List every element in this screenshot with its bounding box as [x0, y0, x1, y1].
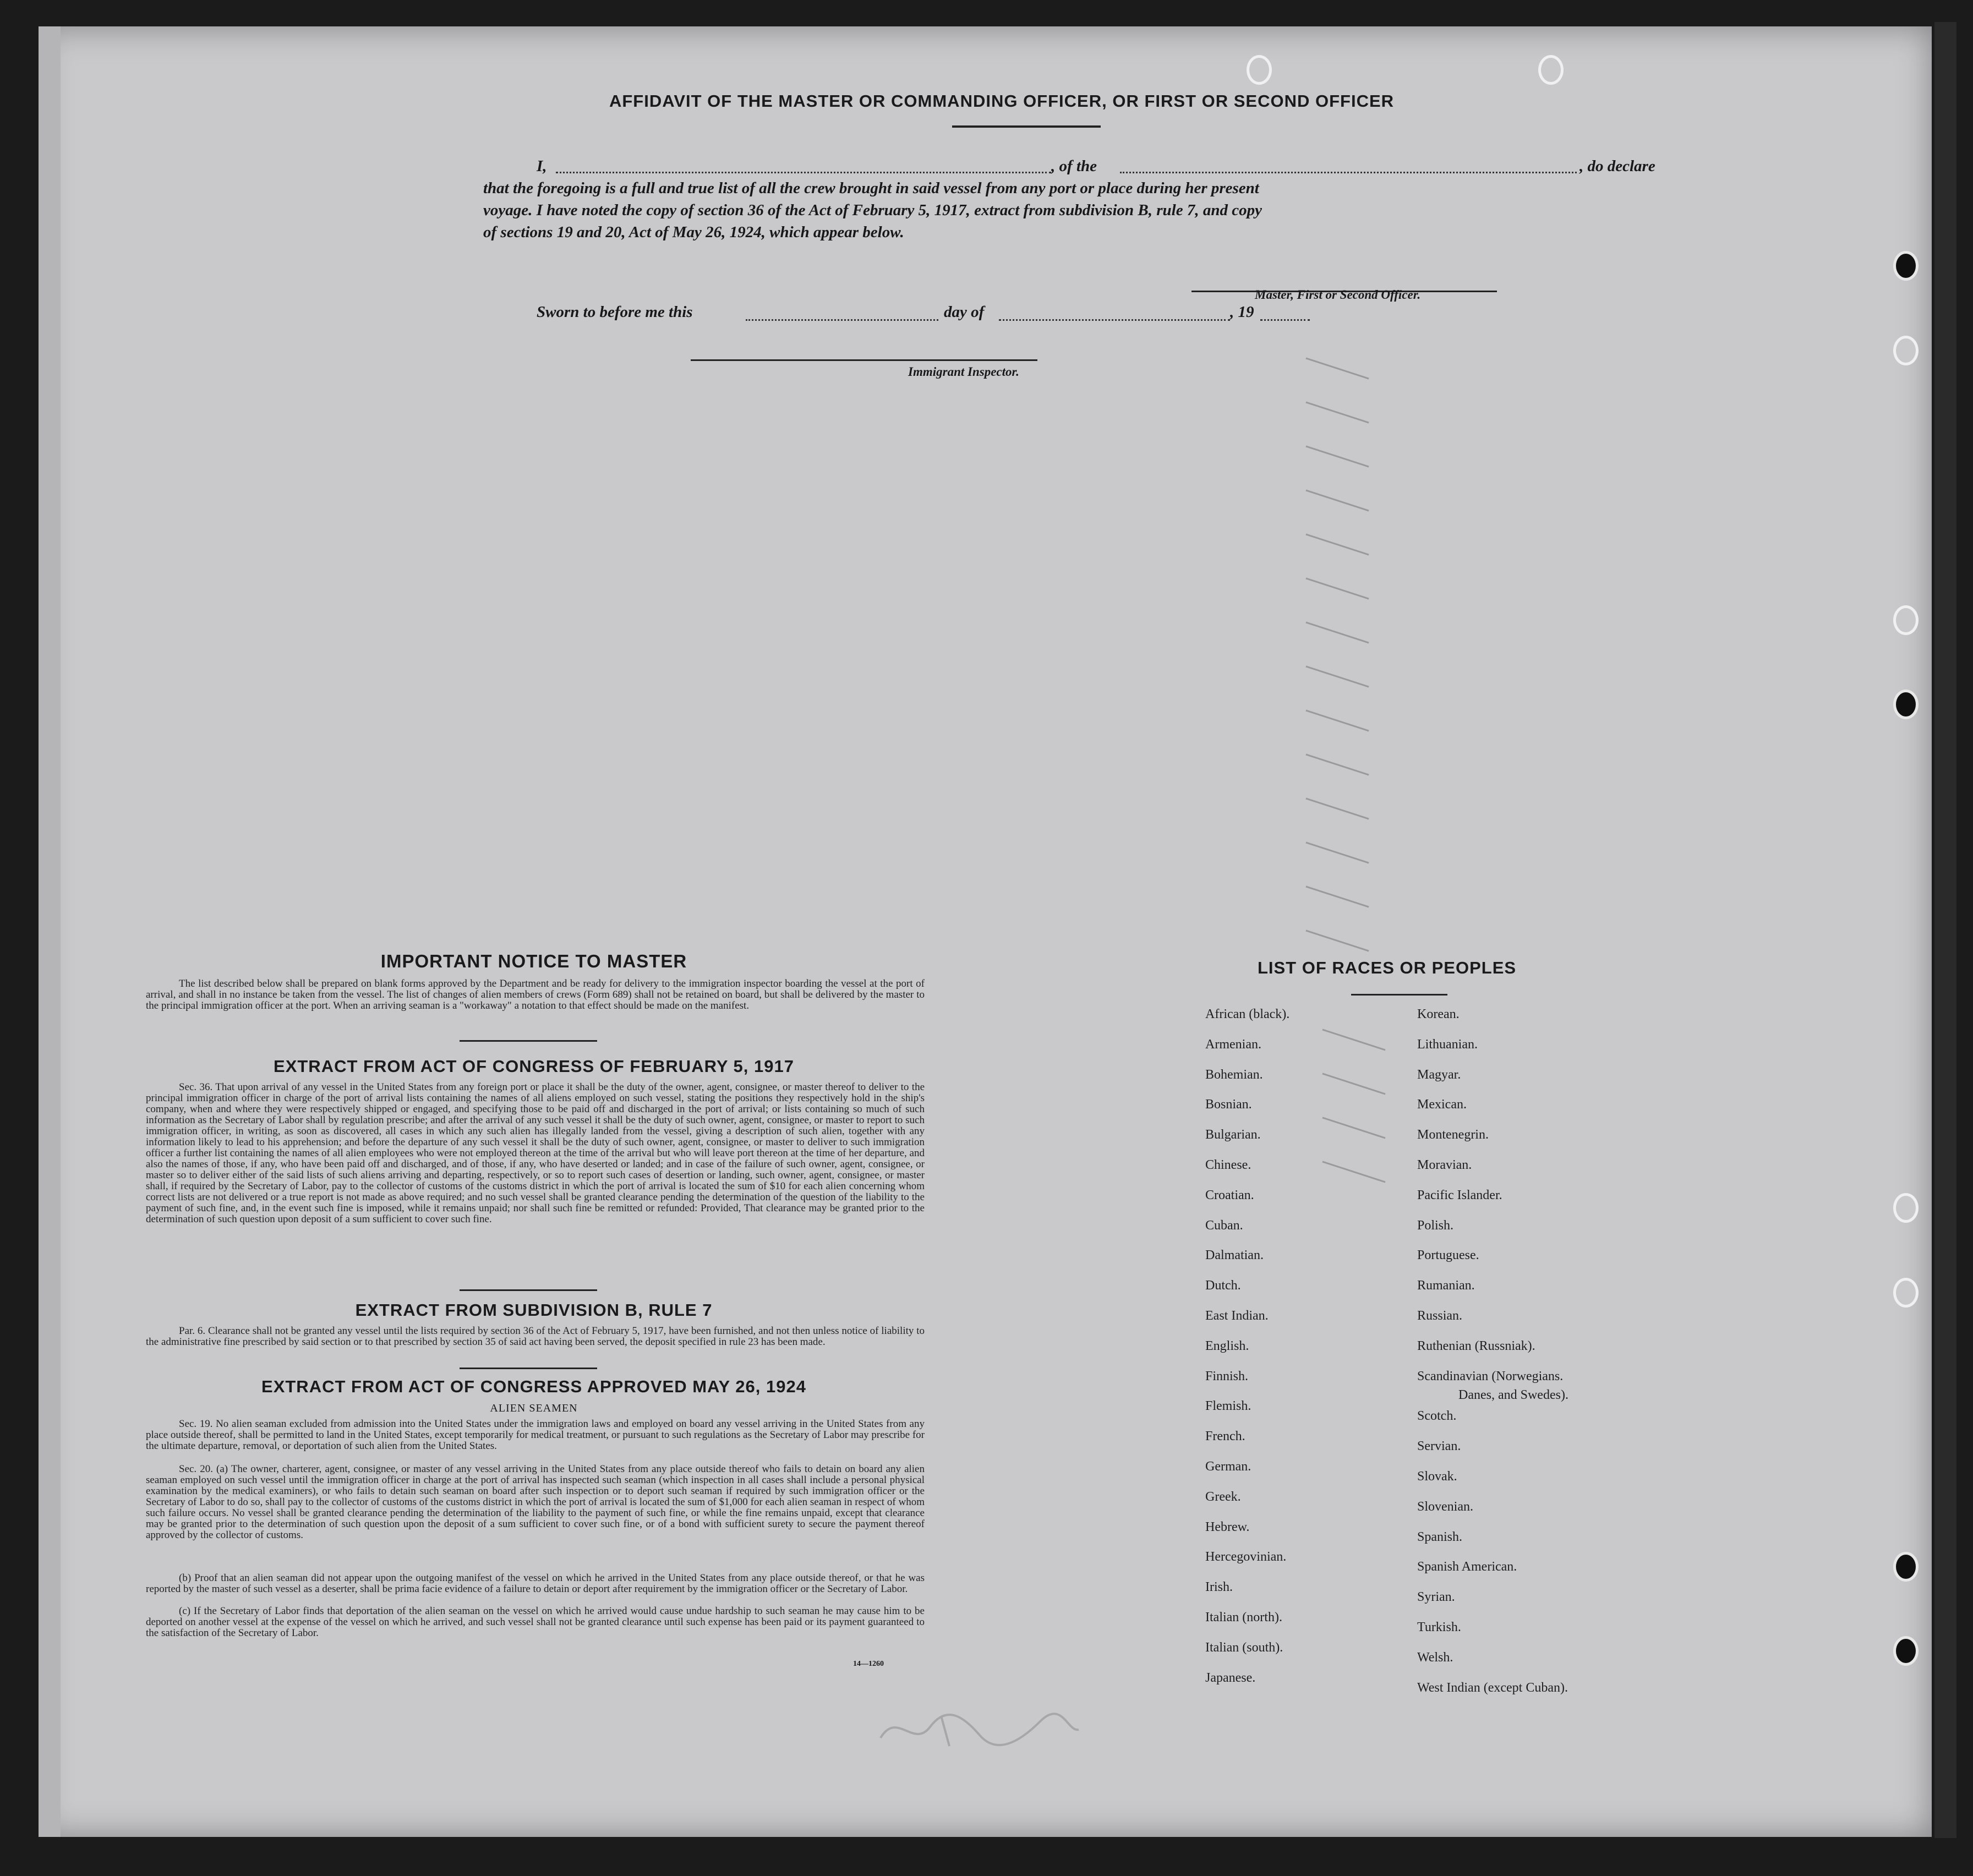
manifest-page — [39, 26, 1932, 1837]
races-title: LIST OF RACES OR PEOPLES — [1257, 958, 1517, 977]
race-item: Servian. — [1417, 1439, 1461, 1454]
binder-hole — [1893, 690, 1919, 719]
sworn-prefix: Sworn to before me this — [537, 303, 693, 321]
extract-1924-sec19: Sec. 19. No alien seaman excluded from admission into the United States under the immigration laws and employed on board any vessel arriving in the United States from any place outside thereof, shall be permitted to land in the United States, except temporarily for medical treatment, or pursuant to such regulations as the Secretary of Labor may prescribe for the ultimate departure, removal, or deportation of such alien from the United States. — [146, 1418, 925, 1452]
race-item: Japanese. — [1205, 1670, 1256, 1685]
race-item: Greek. — [1205, 1489, 1241, 1504]
form-number: 14—1260 — [853, 1660, 884, 1668]
tally-mark — [1305, 798, 1369, 820]
race-item: Chinese. — [1205, 1158, 1251, 1172]
sworn-year: , 19 — [1230, 303, 1254, 321]
tally-mark — [1305, 842, 1369, 864]
tally-mark — [1305, 754, 1369, 776]
extract-rule7-title: EXTRACT FROM SUBDIVISION B, RULE 7 — [355, 1300, 713, 1320]
race-item: Scotch. — [1417, 1409, 1457, 1424]
page-edge — [1934, 22, 1956, 1838]
extract-1924-title: EXTRACT FROM ACT OF CONGRESS APPROVED MAY 26, 1924 — [261, 1377, 806, 1396]
tally-mark — [1305, 622, 1369, 644]
binder-hole — [1893, 605, 1919, 635]
race-item: Slovenian. — [1417, 1499, 1473, 1514]
affidavit-i: I, — [537, 157, 547, 175]
extract-rule7-body: Par. 6. Clearance shall not be granted any vessel until the lists required by section 36 of the Act of February 5, 1917, have been furnished, and not then unless notice of liability to the administrative fine prescribed by said section or to that prescribed by section 35 of said act having been served, the deposit specified in rule 23 has been made. — [146, 1325, 925, 1348]
tally-mark — [1322, 1117, 1385, 1139]
binder-hole — [1893, 1552, 1919, 1582]
race-item: Spanish. — [1417, 1529, 1463, 1544]
race-item: Portuguese. — [1417, 1248, 1479, 1263]
race-item: Turkish. — [1417, 1620, 1461, 1634]
race-item: Bohemian. — [1205, 1067, 1263, 1082]
handwritten-signature — [875, 1705, 1084, 1754]
race-item: Croatian. — [1205, 1188, 1254, 1202]
title-rule — [952, 125, 1101, 128]
race-item: Pacific Islander. — [1417, 1188, 1502, 1202]
race-item: Spanish American. — [1417, 1560, 1517, 1574]
race-item: Scandinavian (Norwegians. — [1417, 1369, 1564, 1383]
extract-1924-sec20a: Sec. 20. (a) The owner, charterer, agent, consignee, or master of any vessel arriving in the United States from any place outside thereof who fails to detain on board any alien seaman employed on such vessel until the immigration officer in charge at the port of arrival has inspected such seaman (which inspection in all cases shall include a personal physical examination by the medical examiners), or who fails to detain such seaman on board after such inspection or to deport such seaman if required by such immigration officer or the Secretary of Labor to do so, shall pay to the collector of customs of the customs district in which the port of arrival is located the sum of $1,000 for each alien seaman in respect of whom such failure occurs. No vessel shall be granted clearance pending the determination of the liability to the payment of such fine, or while the fine remains unpaid, except that clearance may be granted prior to the determination of such question upon the deposit of a sum sufficient to cover such fine, or of a bond with sufficient surety to secure the payment thereof approved by the collector of customs. — [146, 1463, 925, 1541]
affidavit-line-3: voyage. I have noted the copy of section 36 of the Act of February 5, 1917, extract from subdivision B, rule 7, and copy — [483, 201, 1262, 219]
binder-hole — [1893, 251, 1919, 281]
binder-hole — [1893, 1193, 1919, 1223]
race-item: East Indian. — [1205, 1309, 1269, 1323]
race-item: German. — [1205, 1459, 1251, 1474]
sworn-month-field[interactable] — [999, 319, 1230, 321]
tally-mark — [1305, 446, 1369, 468]
race-item: Hebrew. — [1205, 1519, 1250, 1534]
inspector-signature-line[interactable] — [691, 359, 1037, 361]
race-item: Irish. — [1205, 1580, 1233, 1595]
section-rule — [460, 1040, 597, 1042]
race-item: Finnish. — [1205, 1369, 1249, 1383]
left-margin-strip — [39, 26, 61, 1837]
race-item: Bosnian. — [1205, 1097, 1252, 1112]
extract-1924-subtitle: ALIEN SEAMEN — [490, 1402, 578, 1414]
race-item: French. — [1205, 1429, 1245, 1444]
race-item: Dutch. — [1205, 1278, 1241, 1293]
binder-hole — [1893, 1636, 1919, 1666]
race-item: Syrian. — [1417, 1590, 1455, 1605]
tally-mark — [1305, 710, 1369, 732]
extract-1917-body: Sec. 36. That upon arrival of any vessel in the United States from any foreign port or place it shall be the duty of the owner, agent, consignee, or master thereof to deliver to the principal immigration officer in charge of the port of arrival lists containing the names of all aliens employed on such vessel, stating the positions they respectively hold in the ship's company, when and where they were respectively shipped or engaged, and specifying those to be paid off and discharged in the port of arrival; or lists containing so much of such information as the Secretary of Labor shall by regulation prescribe; and after the arrival of any such vessel it shall be the duty of such owner, agent, consignee, or master to report to such immigration officer, in writing, as soon as discovered, all cases in which any such alien has illegally landed from the vessel, giving a description of such alien, together with any information likely to lead to his apprehension; and before the departure of any such vessel it shall be the duty of such owner, agent, consignee, or master to deliver to such immigration officer a further list containing the names of all alien employees who were not employed thereon at the time of the arrival but who will leave port thereon at the time of her departure, and also the names of those, if any, who have been paid off and discharged, and of those, if any, who have deserted or landed; and in case of the failure of such owner, agent, consignee, or master so to deliver either of the said lists of such aliens arriving and departing, respectively, or so to report such cases of desertion or landing, such owner, agent, consignee, or master shall, if required by the Secretary of Labor, pay to the collector of customs of the customs district in which the port of arrival is located the sum of $10 for each alien concerning whom correct lists are not delivered or a true report is not made as above required; and no such vessel shall be granted clearance pending the determination of the question of the liability to the payment of such fine, and, in the event such fine is imposed, while it remains unpaid; nor shall such fine be remitted or refunded: Provided, That clearance may be granted prior to the determination of such question upon deposit of a sum sufficient to cover such fine. — [146, 1081, 925, 1225]
notice-title: IMPORTANT NOTICE TO MASTER — [380, 951, 687, 971]
binder-hole — [1247, 55, 1272, 85]
race-item: Ruthenian (Russniak). — [1417, 1338, 1535, 1353]
tally-mark — [1305, 666, 1369, 688]
tally-mark — [1322, 1073, 1385, 1095]
tally-mark — [1305, 534, 1369, 556]
binder-hole — [1893, 1278, 1919, 1308]
tally-mark — [1305, 886, 1369, 908]
tally-mark — [1305, 930, 1369, 952]
race-item: Italian (south). — [1205, 1640, 1283, 1655]
race-item: Hercegovinian. — [1205, 1550, 1287, 1565]
tally-mark — [1322, 1161, 1385, 1183]
affidavit-do-declare: , do declare — [1580, 157, 1655, 175]
section-rule — [460, 1289, 597, 1291]
master-name-field[interactable] — [556, 172, 1051, 173]
race-item: Rumanian. — [1417, 1278, 1475, 1293]
sworn-day-field[interactable] — [746, 319, 938, 321]
race-item: Montenegrin. — [1417, 1128, 1489, 1142]
extract-1924-sec20b: (b) Proof that an alien seaman did not appear upon the outgoing manifest of the vessel on which he arrived in the United States from any place outside thereof, or that he was reported by the master of such vessel as a deserter, shall be prima facie evidence of a failure to detain or deport after requirement by the immigration officer or the Secretary of Labor. — [146, 1572, 925, 1595]
race-item-scandinavian-cont: Danes, and Swedes). — [1458, 1388, 1568, 1402]
sworn-day-of: day of — [944, 303, 985, 321]
affidavit-line-4: of sections 19 and 20, Act of May 26, 1924, which appear below. — [483, 223, 904, 241]
race-item: African (black). — [1205, 1007, 1290, 1021]
race-item: Korean. — [1417, 1007, 1460, 1021]
binder-hole — [1893, 336, 1919, 365]
race-item: Bulgarian. — [1205, 1128, 1261, 1142]
section-rule — [460, 1368, 597, 1369]
binder-hole — [1538, 55, 1564, 85]
race-item: Armenian. — [1205, 1037, 1261, 1052]
race-item: West Indian (except Cuban). — [1417, 1680, 1568, 1695]
race-item: Moravian. — [1417, 1158, 1472, 1172]
extract-1924-sec20c: (c) If the Secretary of Labor finds that deportation of the alien seaman on the vessel on which he arrived would cause undue hardship to such seaman he may cause him to be deported on another vessel at the expense of the vessel on which he arrived, and such vessel shall not be granted clearance until such expense has been paid or its payment guaranteed to the satisfaction of the Secretary of Labor. — [146, 1605, 925, 1639]
sworn-year-field[interactable] — [1260, 319, 1310, 321]
race-item: Lithuanian. — [1417, 1037, 1478, 1052]
race-item: Mexican. — [1417, 1097, 1467, 1112]
vessel-name-field[interactable] — [1120, 172, 1577, 173]
race-item: Dalmatian. — [1205, 1248, 1264, 1263]
race-item: English. — [1205, 1338, 1249, 1353]
race-item: Russian. — [1417, 1309, 1463, 1323]
affidavit-line-2: that the foregoing is a full and true list of all the crew brought in said vessel from any port or place during her present — [483, 179, 1259, 197]
races-title-rule — [1351, 994, 1447, 996]
tally-mark — [1305, 402, 1369, 424]
tally-mark — [1305, 578, 1369, 600]
race-item: Magyar. — [1417, 1067, 1461, 1082]
race-item: Slovak. — [1417, 1469, 1457, 1484]
officer-caption: Master, First or Second Officer. — [1255, 288, 1421, 302]
tally-mark — [1322, 1029, 1385, 1051]
race-item: Polish. — [1417, 1218, 1454, 1233]
tally-mark — [1305, 490, 1369, 512]
race-item: Cuban. — [1205, 1218, 1243, 1233]
affidavit-of-the: , of the — [1051, 157, 1097, 175]
race-item: Welsh. — [1417, 1650, 1453, 1665]
notice-body: The list described below shall be prepared on blank forms approved by the Department and be ready for delivery to the immigration inspector boarding the vessel at the port of arrival, and shall in no instance be taken from the vessel. The list of changes of alien members of crews (Form 689) shall not be retained on board, but shall be delivered by the master to the principal immigration officer at the port. When an arriving seaman is a "workaway" a notation to that effect should be made on the manifest. — [146, 978, 925, 1011]
inspector-caption: Immigrant Inspector. — [908, 365, 1019, 379]
extract-1917-title: EXTRACT FROM ACT OF CONGRESS OF FEBRUARY 5, 1917 — [274, 1057, 794, 1076]
tally-mark — [1305, 358, 1369, 380]
race-item: Italian (north). — [1205, 1610, 1282, 1625]
affidavit-title: AFFIDAVIT OF THE MASTER OR COMMANDING OFFICER, OR FIRST OR SECOND OFFICER — [609, 91, 1395, 111]
race-item: Flemish. — [1205, 1399, 1251, 1414]
